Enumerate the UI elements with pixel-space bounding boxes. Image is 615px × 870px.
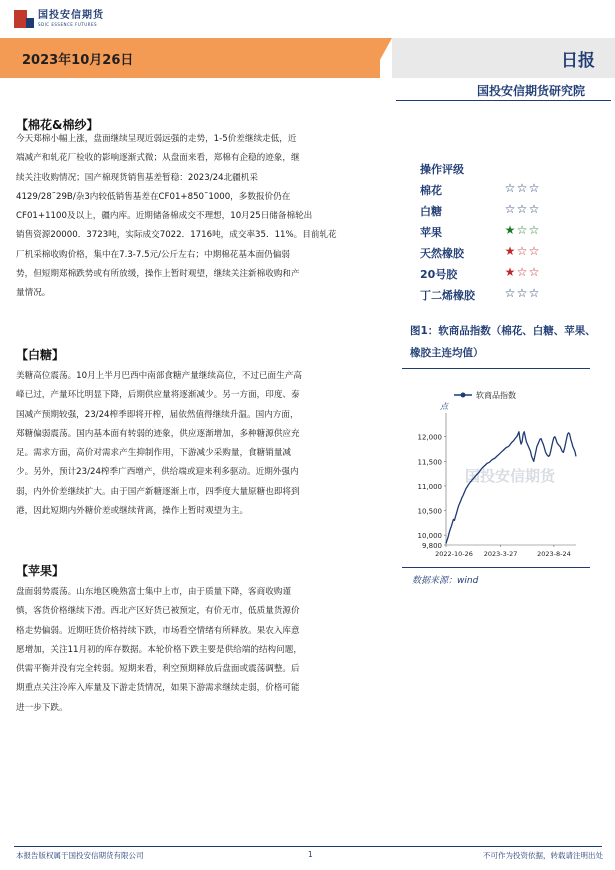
star-filled-icon: ★ [504, 223, 516, 237]
rating-stars [504, 181, 540, 195]
text-line: 少。另外，预计23/24榨季广西增产，供给端或迎来利多驱动。近期外强内 [16, 467, 299, 478]
star-empty-icon: ☆ [528, 265, 540, 279]
y-tick-label: 11,000 [417, 482, 442, 491]
rating-name: 天然橡胶 [420, 247, 464, 260]
institute-name: 国投安信期货研究院 [476, 84, 585, 98]
text-line: 期重点关注冷库入库量及下游走货情况，如果下游需求继续走弱，价格可能 [16, 683, 300, 694]
section-title-cotton: 【棉花&棉纱】 [16, 118, 99, 132]
section-body-cotton [16, 130, 390, 304]
y-tick-label: 10,500 [417, 507, 442, 516]
rating-row [420, 245, 560, 267]
star-empty-icon: ☆ [504, 202, 516, 216]
star-empty-icon: ☆ [516, 286, 528, 300]
y-tick-label: 12,000 [417, 433, 442, 442]
text-line: 愿增加，关注11月初的库存数据。本轮价格下跌主要是供给端的结构问题， [16, 644, 302, 655]
star-empty-icon: ☆ [504, 181, 516, 195]
text-line: 弱，内外价差继续扩大。由于国产新糖逐渐上市，四季度大量原糖也即将到 [16, 486, 300, 497]
star-filled-icon: ★ [504, 265, 516, 279]
y-tick-label: 11,500 [417, 458, 442, 467]
text-line: 峰已过，产量环比明显下降，后期供应量将逐渐减少。另一方面，印度、泰 [16, 390, 300, 401]
text-line: 国减产预期较强，23/24榨季即将开榨，届依然值得继续升温。国内方面， [16, 409, 299, 420]
section-title-apple: 【苹果】 [16, 564, 65, 578]
text-line: 郑糖偏弱震荡。国内基本面有转弱的迹象，供应逐渐增加，多种糖源供应充 [16, 428, 300, 439]
text-line: 供需平衡并没有完全转弱。短期来看，利空预期释放后盘面或震荡调整。后 [16, 664, 300, 675]
star-empty-icon: ☆ [516, 202, 528, 216]
y-axis-unit: 点 [440, 402, 448, 411]
legend-label: 软商品指数 [476, 391, 516, 400]
header-bar [0, 38, 615, 78]
rating-name: 20号胶 [420, 268, 458, 281]
text-line: 量情况。 [16, 288, 51, 299]
footer-divider [14, 846, 602, 847]
section-title-sugar: 【白糖】 [16, 348, 65, 362]
rating-row [420, 266, 560, 288]
text-line: 格走势偏弱。近期旺货价格持续下跌，市场看空情绪有所释放。果农入库意 [16, 625, 300, 636]
star-filled-icon: ★ [504, 244, 516, 258]
report-date: 2023年10月26日 [22, 53, 134, 68]
rating-row [420, 287, 560, 309]
rating-name: 苹果 [420, 226, 442, 239]
text-line: 续关注收购情况；国产棉现货销售基差暂稳：2023/24北疆机采 [16, 172, 258, 183]
text-line: CF01+1100及以上，疆内库。近期储备棉成交不理想，10月25日储备棉轮出 [16, 211, 313, 222]
rating-name: 白糖 [420, 205, 442, 218]
figure-source: 数据来源：wind [412, 576, 479, 586]
text-line: 港，因此短期内外糖价差或继续背离，操作上暂时观望为主。 [16, 506, 249, 517]
rating-title: 操作评级 [420, 163, 464, 176]
x-tick-label: 2023-8-24 [537, 550, 571, 558]
star-empty-icon: ☆ [516, 265, 528, 279]
star-empty-icon: ☆ [516, 181, 528, 195]
star-empty-icon: ☆ [528, 244, 540, 258]
text-line: 进一步下跌。 [16, 702, 68, 713]
text-line: 美糖高位震荡。10月上半月巴西中南部食糖产量继续高位，不过已面生产高 [16, 371, 302, 381]
text-line: 盘面弱势震荡。山东地区晚熟富士集中上市，由于质量下降，客商收购谨 [16, 587, 292, 597]
rating-stars [504, 223, 540, 237]
rating-name: 棉花 [420, 184, 442, 197]
y-tick-label: 10,000 [417, 532, 442, 541]
chart-frame [402, 368, 590, 568]
rating-name: 丁二烯橡胶 [420, 289, 475, 302]
text-line: 厂机采棉收购价格，集中在7.3-7.5元/公斤左右；中期棉花基本面仍偏弱 [16, 249, 290, 260]
figure-title: 图1：软商品指数（棉花、白糖、苹果、橡胶主连均值） [410, 325, 596, 359]
legend-marker [461, 393, 466, 398]
text-line: 销售资源20000．3723吨，实际成交7022．1716吨，成交率35．11%。目前轧花 [16, 230, 337, 241]
rating-stars [504, 244, 540, 258]
x-tick-label: 2023-3-27 [483, 550, 518, 558]
text-line: 慎，客货价格继续下滑。西北产区好货已被预定，有价无市，低质量货源价 [16, 606, 300, 617]
footer-copyright: 本报告版权属于国投安信期货有限公司 [16, 851, 144, 860]
rating-stars [504, 286, 540, 300]
star-empty-icon: ☆ [516, 244, 528, 258]
x-tick-label: 2022-10-26 [435, 550, 473, 558]
y-tick-label: 9,800 [421, 542, 442, 550]
star-empty-icon: ☆ [528, 202, 540, 216]
section-body-sugar [16, 367, 390, 521]
text-line: 势，但短期郑棉跌势或有所放缓，操作上暂时观望，继续关注新棉收购和产 [16, 269, 300, 280]
logo-name-cn: 国投安信期货 [38, 10, 104, 21]
text-line: 足。需求方面，高价对需求产生抑制作用，下游减少采购量，食糖销量减 [16, 448, 292, 459]
logo-mark-icon [14, 10, 34, 28]
rating-row [420, 182, 560, 204]
chart-watermark: 国投安信期货 [464, 467, 556, 485]
text-line: 端减产和轧花厂检收的影响逐渐式微；从盘面来看，郑棉有企稳的迹象，继 [16, 153, 300, 164]
rating-stars [504, 202, 540, 216]
footer-disclaimer: 不可作为投资依据，转载请注明出处 [483, 851, 603, 860]
star-empty-icon: ☆ [528, 223, 540, 237]
section-body-apple [16, 583, 390, 718]
header-divider [396, 100, 611, 101]
text-line: 4129/28˜29B/杂3内较低销售基差在CF01+850˜1000，多数报价仍在 [16, 191, 291, 202]
rating-row [420, 224, 560, 246]
company-logo [14, 10, 104, 28]
text-line: 今天郑棉小幅上涨，盘面继续呈现近弱远强的走势，1-5价差继续走低，近 [16, 134, 297, 144]
report-type: 日报 [561, 51, 595, 71]
star-empty-icon: ☆ [504, 286, 516, 300]
star-empty-icon: ☆ [516, 223, 528, 237]
star-empty-icon: ☆ [528, 181, 540, 195]
logo-name-en: SDIC ESSENCE FUTURES [38, 22, 98, 27]
page-number: 1 [308, 850, 313, 859]
rating-stars [504, 265, 540, 279]
line-chart [402, 369, 590, 569]
star-empty-icon: ☆ [528, 286, 540, 300]
series-line-soft-commodity-index [446, 432, 576, 544]
rating-row [420, 203, 560, 225]
